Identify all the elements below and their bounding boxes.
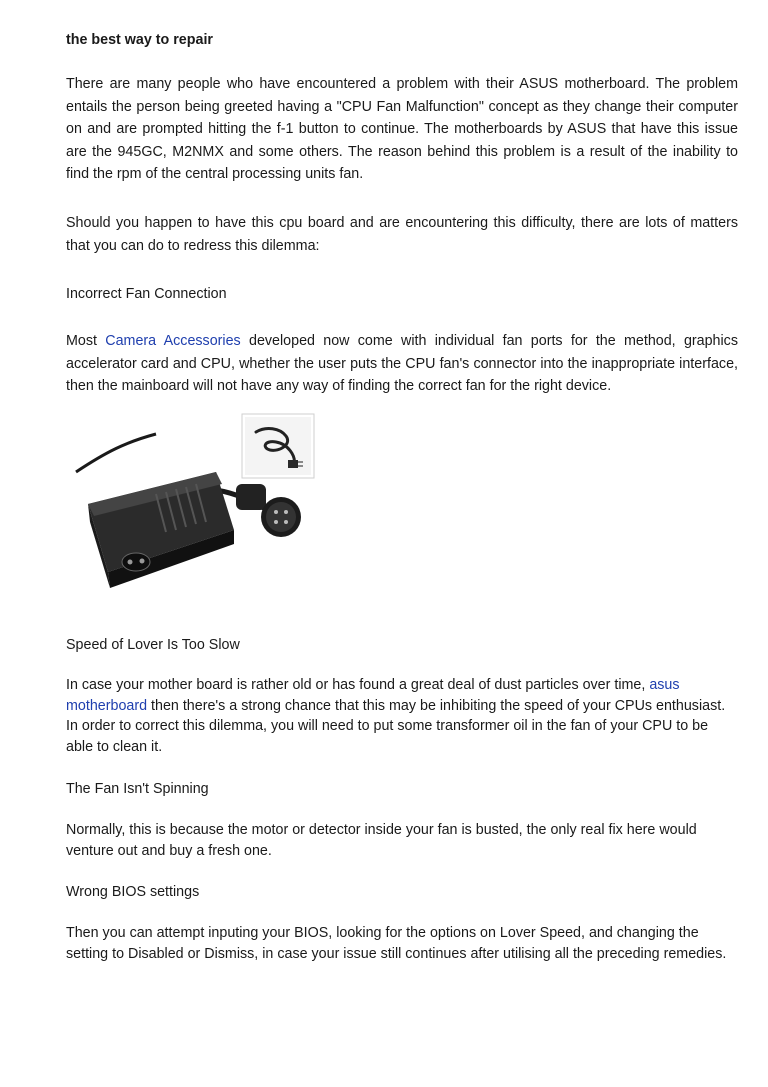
- text-after-link: developed now come with individual fan ports for the method, graphics accelerator card and CPU, whether the user puts the CPU fan's connector into the inappropriate interface, then the mainboard will not have any way of finding the correct fan for the right device.: [66, 333, 738, 395]
- paragraph-bios: Then you can attempt inputing your BIOS, looking for the options on Lover Speed, and changing the setting to Disabled or Dismiss, in case your issue still continues after utilising all the preceding remedies.: [66, 925, 727, 962]
- asus-motherboard-link[interactable]: asus motherboard: [66, 677, 680, 714]
- heading-incorrect-fan-connection: Incorrect Fan Connection: [66, 286, 227, 302]
- paragraph-fan-connection: [66, 330, 738, 398]
- power-cord-icon: [242, 414, 314, 478]
- text-before-link: Most: [66, 333, 106, 349]
- power-adapter-image: [66, 412, 316, 608]
- paragraph-speed: [66, 675, 738, 757]
- page-title: the best way to repair: [66, 32, 213, 48]
- heading-wrong-bios: Wrong BIOS settings: [66, 884, 200, 900]
- heading-speed-too-slow: Speed of Lover Is Too Slow: [66, 637, 240, 653]
- paragraph-fan-not-spinning: Normally, this is because the motor or detector inside your fan is busted, the only real fix here would venture out and buy a fresh one.: [66, 822, 697, 859]
- text-after-link: then there's a strong chance that this may be inhibiting the speed of your CPUs enthusiast. In order to correct this dilemma, you will need to put some transformer oil in the fan of your CPU to be able to clean it.: [66, 697, 726, 755]
- heading-fan-not-spinning: The Fan Isn't Spinning: [66, 781, 209, 797]
- paragraph-matters: Should you happen to have this cpu board and are encountering this difficulty, there are lots of matters that you can do to redress this dilemma:: [66, 215, 738, 254]
- paragraph-intro: There are many people who have encountered a problem with their ASUS motherboard. The problem entails the person being greeted having a "CPU Fan Malfunction" concept as they change their computer on and are prompted hitting the f-1 button to continue. The motherboards by ASUS that have this issue are the 945GC, M2NMX and some others. The reason behind this problem is a result of the inability to find the rpm of the central processing units fan.: [66, 76, 738, 183]
- camera-accessories-link[interactable]: Camera Accessories: [105, 333, 241, 349]
- text-before-link: In case your mother board is rather old or has found a great deal of dust particles over time,: [66, 677, 650, 693]
